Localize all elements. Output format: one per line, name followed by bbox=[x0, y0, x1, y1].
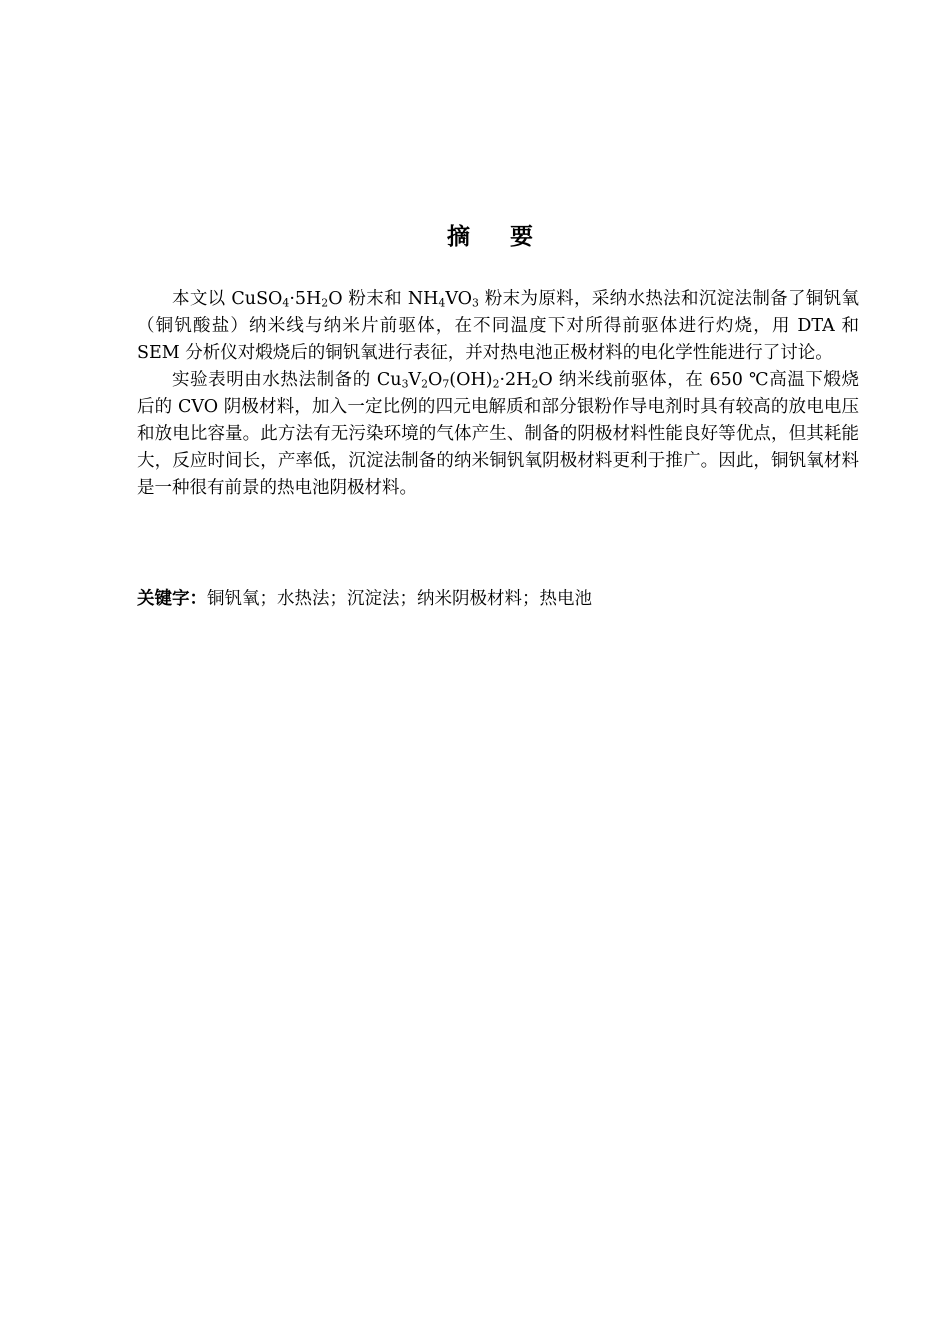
text-run: 实验表明由水热法制备的 Cu bbox=[172, 370, 402, 390]
keywords-label: 关键字： bbox=[137, 589, 207, 609]
subscript: 3 bbox=[472, 296, 479, 310]
subscript: 2 bbox=[492, 377, 500, 391]
text-run: 本文以 CuSO bbox=[172, 289, 283, 309]
subscript: 7 bbox=[442, 377, 450, 391]
subscript: 2 bbox=[531, 377, 539, 391]
text-run: O 纳米线前驱体，在 650 ℃高温下煅烧后的 CVO 阴极材料，加入一定比例的四元电解质和部分银粉作导电剂时具有较高的放电电压和放电比容量。此方法有无污染环境的气体产生、制备的阴极材料性能良好等优点，但其耗能大，反应时间长，产率低，沉淀法制备的纳米铜钒氧阴极材料更利于推广。因此，铜钒氧材料是一种很有前景的热电池阴极材料。 bbox=[137, 370, 859, 498]
abstract-paragraph-1 bbox=[137, 286, 859, 367]
keywords-line bbox=[137, 586, 859, 613]
abstract-paragraph-2 bbox=[137, 367, 859, 502]
subscript: 2 bbox=[421, 377, 429, 391]
subscript: 3 bbox=[401, 377, 409, 391]
keywords-text: 铜钒氧；水热法；沉淀法；纳米阴极材料；热电池 bbox=[207, 589, 592, 609]
abstract-title: 摘 要 bbox=[446, 224, 549, 250]
subscript: 4 bbox=[438, 296, 446, 310]
text-run: VO bbox=[445, 289, 473, 309]
text-run: O 粉末和 NH bbox=[328, 289, 439, 309]
text-run: ·5H bbox=[289, 289, 322, 309]
text-run: ·2H bbox=[499, 370, 532, 390]
text-run: (OH) bbox=[449, 370, 493, 390]
text-run: 粉末为原料，采纳水热法和沉淀法制备了铜钒氧（铜钒酸盐）纳米线与纳米片前驱体，在不同温度下对所得前驱体进行灼烧，用 DTA 和 SEM 分析仪对煅烧后的铜钒氧进行表征，并对热电池正极材料的电化学性能进行了讨论。 bbox=[137, 289, 860, 363]
abstract-body bbox=[137, 286, 859, 502]
subscript: 2 bbox=[321, 296, 329, 310]
text-run: V bbox=[408, 370, 422, 390]
text-run: O bbox=[428, 370, 443, 390]
subscript: 4 bbox=[282, 296, 290, 310]
